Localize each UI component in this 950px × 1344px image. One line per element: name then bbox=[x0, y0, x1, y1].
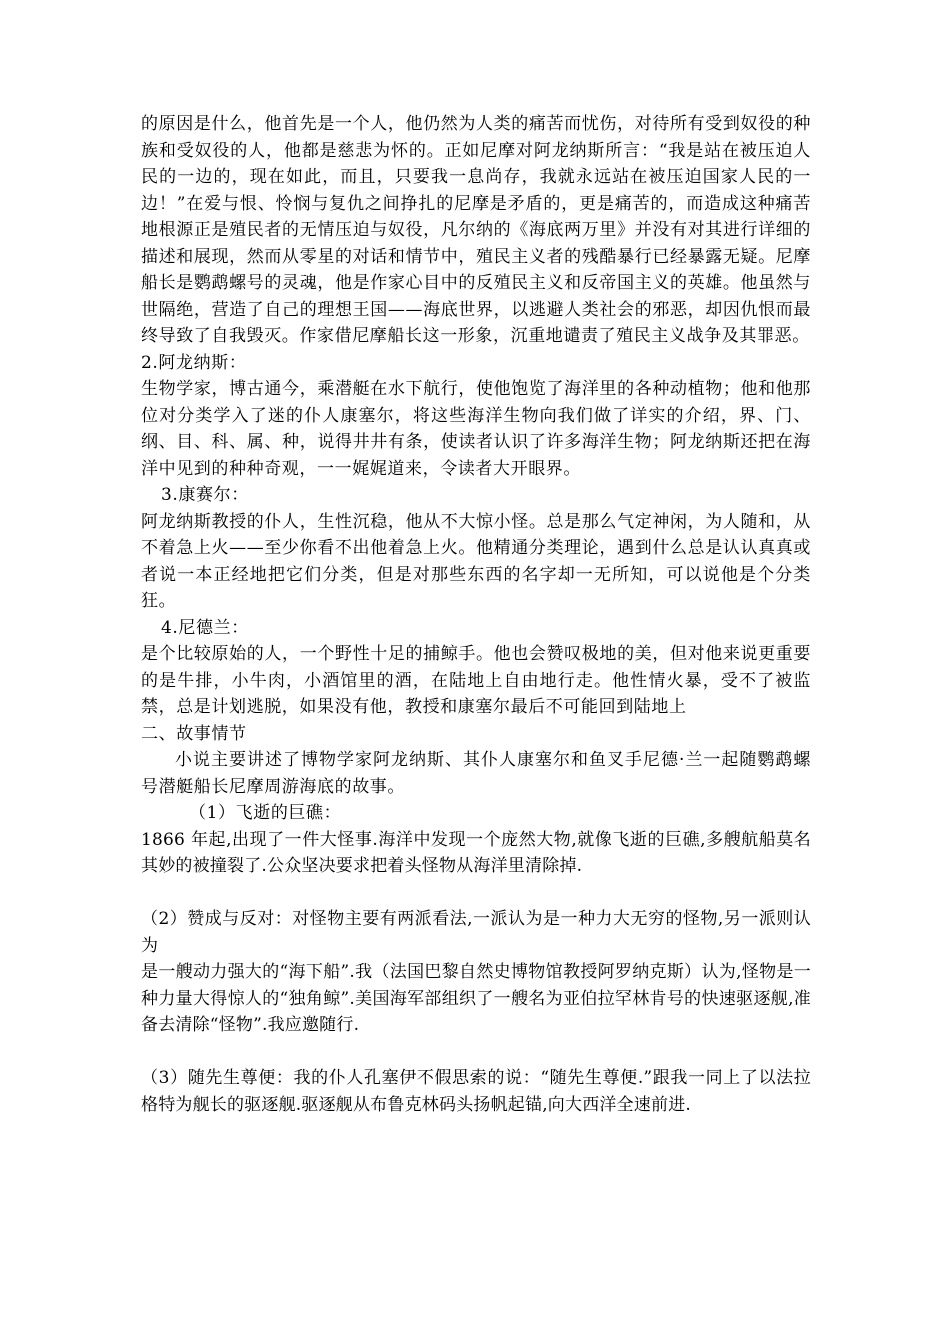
spacer bbox=[141, 1039, 811, 1066]
document-page bbox=[141, 111, 811, 1118]
follow-paragraph: （3）随先生尊便：我的仆人孔塞伊不假思索的说：“随先生尊便.”跟我一同上了以法拉格特为舰长的驱逐舰.驱逐舰从布鲁克林码头扬帆起锚,向大西洋全速前进. bbox=[141, 1068, 811, 1115]
aronnax-paragraph: 生物学家，博古通今，乘潜艇在水下航行，使他饱览了海洋里的各种动植物；他和他那位对分类学入了迷的仆人康塞尔，将这些海洋生物向我们做了详实的介绍，界、门、纲、目、科、属、种，说得井井有条，使读者认识了许多海洋生物；阿龙纳斯还把在海洋中见到的种种奇观，一一娓娓道来，令读者大开眼界。 bbox=[141, 379, 811, 479]
spacer bbox=[141, 880, 811, 907]
plot-heading: 二、故事情节 bbox=[141, 723, 247, 744]
plot-paragraph: 小说主要讲述了博物学家阿龙纳斯、其仆人康塞尔和鱼叉手尼德·兰一起随鹦鹉螺号潜艇船长尼摩周游海底的故事。 bbox=[141, 750, 811, 797]
ned-heading: 4.尼德兰： bbox=[161, 617, 249, 638]
debate-paragraph-continued: 是一艘动力强大的“海下船”.我（法国巴黎自然史博物馆教授阿罗纳克斯）认为,怪物是一种力量大得惊人的“独角鲸”.美国海军部组织了一艘名为亚伯拉罕林肯号的快速驱逐舰,准备去清除“怪物”.我应邀随行. bbox=[141, 962, 811, 1035]
conseil-paragraph: 阿龙纳斯教授的仆人，生性沉稳，他从不大惊小怪。总是那么气定神闲，为人随和，从不着急上火——至少你看不出他着急上火。他精通分类理论，遇到什么总是认认真真或者说一本正经地把它们分类，但是对那些东西的名字却一无所知，可以说他是个分类狂。 bbox=[141, 511, 811, 611]
conseil-heading: 3.康赛尔： bbox=[161, 485, 249, 505]
reef-heading: （1）飞逝的巨礁： bbox=[189, 803, 342, 823]
ned-paragraph: 是个比较原始的人，一个野性十足的捕鲸手。他也会赞叹极地的美，但对他来说更重要的是牛排，小牛肉，小酒馆里的酒，在陆地上自由地行走。他性情火暴，受不了被监禁，总是计划逃脱，如果没有他，教授和康塞尔最后不可能回到陆地上 bbox=[141, 644, 811, 717]
debate-paragraph: （2）赞成与反对：对怪物主要有两派看法,一派认为是一种力大无穷的怪物,另一派则认为 bbox=[141, 909, 811, 956]
aronnax-heading: 2.阿龙纳斯： bbox=[141, 352, 247, 373]
reef-paragraph: 1866 年起,出现了一件大怪事.海洋中发现一个庞然大物,就像飞逝的巨礁,多艘航船莫名其妙的被撞裂了.公众坚决要求把着头怪物从海洋里清除掉. bbox=[141, 829, 811, 876]
nemo-paragraph: 的原因是什么，他首先是一个人，他仍然为人类的痛苦而忧伤，对待所有受到奴役的种族和受奴役的人，他都是慈悲为怀的。正如尼摩对阿龙纳斯所言：“我是站在被压迫人民的一边的，现在如此，而且，只要我一息尚存，我就永远站在被压迫国家人民的一边！”在爱与恨、怜悯与复仇之间挣扎的尼摩是矛盾的，更是痛苦的，而造成这种痛苦地根源正是殖民者的无情压迫与奴役，凡尔纳的《海底两万里》并没有对其进行详细的描述和展现，然而从零星的对话和情节中，殖民主义者的残酷暴行已经暴露无疑。尼摩船长是鹦鹉螺号的灵魂，他是作家心目中的反殖民主义和反帝国主义的英雄。他虽然与世隔绝，营造了自己的理想王国——海底世界，以逃避人类社会的邪恶，却因仇恨而最终导致了自我毁灭。作家借尼摩船长这一形象，沉重地谴责了殖民主义战争及其罪恶。 bbox=[141, 114, 811, 346]
